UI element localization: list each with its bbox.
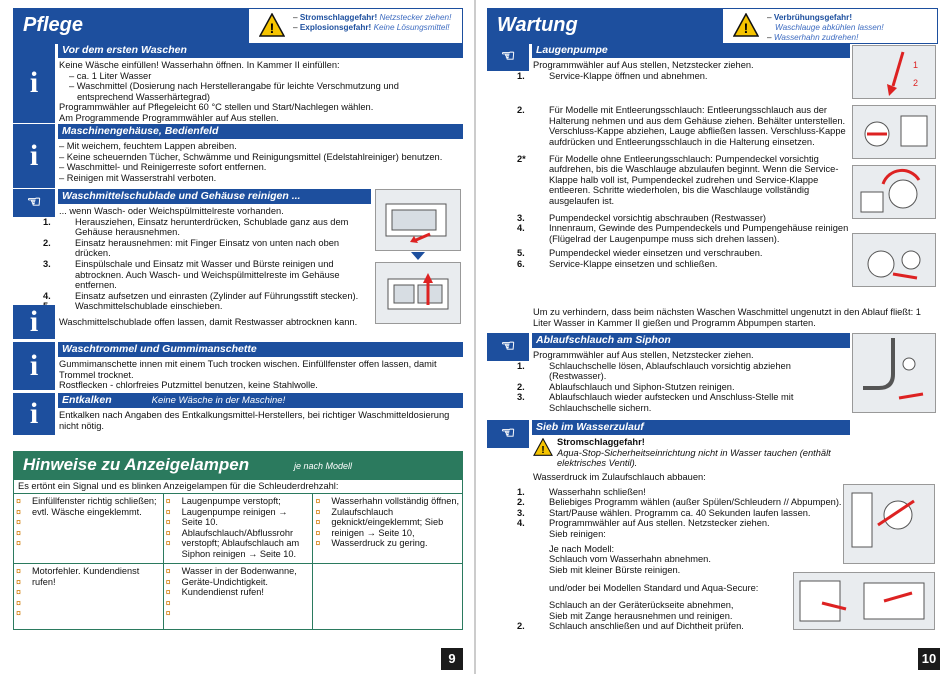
pump-clean-illustration xyxy=(852,233,936,287)
hints-header xyxy=(13,451,463,479)
drain-hose-illustration xyxy=(852,105,936,159)
hints-subtitle: je nach Modell xyxy=(294,461,353,471)
section-title: Laugenpumpe xyxy=(532,43,850,58)
lamp-icons: ¤ ¤ ¤ ¤ ¤ xyxy=(315,496,321,549)
section-title: Vor dem ersten Waschen xyxy=(58,43,463,58)
page-number: 10 xyxy=(918,648,940,670)
section-body: – Mit weichem, feuchtem Lappen abreiben. – Keine scheuernden Tücher, Schwämme und Reinigungsmittel (Edelstahlreiniger) benutzen. – Waschmittel- und Reinigerreste sofort entfernen. – Reinigen mit Wasserstrahl verboten. xyxy=(59,141,443,183)
section-title: Waschtrommel und Gummimanschette xyxy=(58,342,463,357)
section-drain-pump xyxy=(487,43,938,333)
warning-icon xyxy=(533,438,553,456)
section-title: Maschinengehäuse, Bedienfeld xyxy=(58,124,463,139)
hint-cell: ¤ ¤ ¤ ¤ ¤ Wasserhahn vollständig öffnen, Zulaufschlauch geknickt/eingeklemmt; Sieb reinigen → Seite 10, Wasserdruck zu gering. xyxy=(312,494,462,563)
section-title: Sieb im Wasserzulauf xyxy=(532,420,850,435)
lamp-icons: ¤ ¤ ¤ ¤ ¤ xyxy=(165,496,171,549)
info-icon: i xyxy=(13,393,55,435)
tap-sieve-illustration xyxy=(843,484,935,564)
pump-note: Um zu verhindern, dass beim nächsten Waschen Waschmittel ungenutzt in den Ablauf fließt: 1 Liter Wasser in Kammer II gießen und Programm Abpumpen starten. xyxy=(533,307,921,328)
section-first-wash xyxy=(13,43,463,123)
warning-box xyxy=(248,8,463,44)
hand-icon: ☜ xyxy=(487,420,529,448)
hand-icon: ☜ xyxy=(487,333,529,361)
hint-cell xyxy=(312,564,462,629)
pump-cover-illustration xyxy=(852,165,936,219)
hint-cell: ¤ ¤ ¤ ¤ ¤ Laugenpumpe verstopft; Laugenpumpe reinigen → Seite 10. Ablaufschlauch/Abflussrohr verstopft; Ablaufschlauch am Siphon reinigen → Seite 10. xyxy=(163,494,313,563)
info-icon: i xyxy=(13,124,55,188)
section-drawer-note xyxy=(13,305,463,339)
hint-cell: ¤ ¤ ¤ ¤ ¤ Motorfehler. Kundendienst rufen! xyxy=(14,564,163,629)
note-text: Waschmittelschublade offen lassen, damit Restwasser abtrocknen kann. xyxy=(59,317,358,327)
warning-lines: – Verbrühungsgefahr! Waschlauge abkühlen lassen! – Wasserhahn zudrehen! xyxy=(767,13,884,42)
hand-icon: ☜ xyxy=(487,43,529,71)
hint-cell: ¤ ¤ ¤ ¤ ¤ Einfüllfenster richtig schließen; evtl. Wäsche eingeklemmt. xyxy=(14,494,163,563)
page-header xyxy=(13,8,248,44)
warning-icon xyxy=(259,13,285,37)
section-body: Programmwähler auf Aus stellen, Netzstecker ziehen. 1. Service-Klappe öffnen und abnehmen. 2. Für Modelle mit Entleerungsschlauch: Entleerungsschlauch aus der Halterung nehmen und aus dem Gehäuse ziehen. Behälter unterstellen. Verschluss-Kappe abziehen, Lauge abfließen lassen. Verschluss-Kappe aufdrücken und Entleerungsschlauch in die Halterung einsetzen. 2* Für Modelle ohne Entleerungsschlauch: Pumpendeckel vorsichtig aufdrehen, bis die Waschlauge abzulaufen beginnt. Wenn die Service-Klappe halb voll ist, Pumpendeckel zudrehen und Service-Klappe entleeren. Schritte wiederholen, bis die Waschlauge vollständig ausgelaufen ist. 3. Pumpendeckel vorsichtig abschrauben (Restwasser) 4. Innenraum, Gewinde des Pumpendeckels und Pumpengehäuse reinigen (Flügelrad der Laugenpumpe muss sich drehen lassen). 5. Pumpendeckel wieder einsetzen und verschrauben. 6. Service-Klappe einsetzen und schließen. xyxy=(517,60,849,269)
page-title: Wartung xyxy=(497,14,578,36)
hints-table xyxy=(13,479,463,630)
section-siphon xyxy=(487,333,938,417)
section-body: Entkalken nach Angaben des Entkalkungsmittel-Herstellers, bei richtiger Waschmitteldosierung nicht nötig. xyxy=(59,410,450,431)
section-descale xyxy=(13,393,463,435)
warning-icon xyxy=(733,13,759,37)
section-title: Entkalken Keine Wäsche in der Maschine! xyxy=(58,393,463,408)
section-body: Programmwähler auf Aus stellen, Netzstecker ziehen. 1. Schlauchschelle lösen, Ablaufschlauch vorsichtig abziehen (Restwasser). 2. Ablaufschlauch und Siphon-Stutzen reinigen. 3. Ablaufschlauch wieder aufstecken und Anschluss-Stelle mit Schlauchschelle sichern. xyxy=(517,350,794,413)
section-body: Keine Wäsche einfüllen! Wasserhahn öffnen. In Kammer II einfüllen: – ca. 1 Liter Wasser – Waschmittel (Dosierung nach Herstellerangabe für leichte Verschmutzung und entsprechend Wasserhärtegrad) Programmwähler auf Pflegeleicht 60 °C stellen und Start/Nachlegen wählen. Am Programmende Programmwähler auf Aus stellen. xyxy=(59,60,399,123)
rear-sieve-illustration xyxy=(793,572,935,630)
lamp-icons: ¤ ¤ ¤ ¤ ¤ xyxy=(16,566,22,619)
info-icon: i xyxy=(13,342,55,390)
info-icon: i xyxy=(13,43,55,123)
section-body: Wasserdruck im Zulaufschlauch abbauen: 1. Wasserhahn schließen! 2. Beliebiges Programm wählen (außer Spülen/Schleudern // Abpumpen). 3. Start/Pause wählen. Programm ca. 40 Sekunden laufen lassen. 4. Programmwähler auf Aus stellen. Netzstecker ziehen. Sieb reinigen: Je nach Modell: Schlauch vom Wasserhahn abnehmen. Sieb mit kleiner Bürste reinigen. und/oder bei Modellen Standard und Aqua-Secure: Schlauch an der Geräterückseite abnehmen, Sieb mit Zange herausnehmen und reinigen. 2. Schlauch anschließen und auf Dichtheit prüfen. xyxy=(517,472,842,632)
warning-box xyxy=(722,8,938,44)
lamp-icons: ¤ ¤ ¤ ¤ ¤ xyxy=(16,496,22,549)
lamp-icons: ¤ ¤ ¤ ¤ ¤ xyxy=(165,566,171,619)
info-icon: i xyxy=(13,305,55,339)
page-header xyxy=(487,8,722,44)
siphon-illustration xyxy=(852,333,936,413)
warning-lines: – Stromschlaggefahr! Netzstecker ziehen! – Explosionsgefahr! Keine Lösungsmittel! xyxy=(293,13,452,32)
hints-intro: Es ertönt ein Signal und es blinken Anzeigelampen für die Schleuderdrehzahl: xyxy=(18,481,339,491)
sieve-warning: Stromschlaggefahr! Aqua-Stop-Sicherheitseinrichtung nicht in Wasser tauchen (enthält elektrisches Ventil). xyxy=(557,437,831,469)
section-body: ... wenn Wasch- oder Weichspülmittelreste vorhanden. 1. Herausziehen, Einsatz herunterdrücken, Schublade ganz aus dem Gehäuse herausnehmen. 2. Einsatz herausnehmen: mit Finger Einsatz von unten nach oben drücken. 3. Einspülschale und Einsatz mit Wasser und Bürste reinigen und abtrocknen. Auch Wasch- und Weichspülmittelreste im Gehäuse entfernen. 4. Einsatz aufsetzen und einrasten (Zylinder auf Führungsstift stecken). Waschmittelschublade einschieben. xyxy=(43,206,359,312)
section-title: Waschmittelschublade und Gehäuse reinigen ... xyxy=(58,189,371,204)
section-inlet-sieve xyxy=(487,420,938,642)
svg-text:1: 1 xyxy=(913,60,919,70)
section-housing xyxy=(13,124,463,188)
hand-icon: ☜ xyxy=(13,189,55,217)
hint-cell: ¤ ¤ ¤ ¤ ¤ Wasser in der Bodenwanne, Geräte-Undichtigkeit. Kundendienst rufen! xyxy=(163,564,313,629)
page-title: Pflege xyxy=(23,14,84,36)
svg-text:!: ! xyxy=(541,444,545,456)
section-body: Gummimanschette innen mit einem Tuch trocken wischen. Einfüllfenster offen lassen, damit Trommel trocknet. Rostflecken - chlorfreies Putzmittel benutzen, keine Stahlwolle. xyxy=(59,359,437,391)
hints-row xyxy=(14,493,462,563)
svg-text:!: ! xyxy=(743,20,749,36)
section-drum xyxy=(13,342,463,390)
service-flap-illustration xyxy=(852,45,936,99)
section-title: Ablaufschlauch am Siphon xyxy=(532,333,850,348)
right-page xyxy=(475,0,950,674)
svg-text:2: 2 xyxy=(913,78,919,88)
svg-text:!: ! xyxy=(269,20,275,36)
down-arrow-icon xyxy=(411,252,425,260)
page-number: 9 xyxy=(441,648,463,670)
hints-row xyxy=(14,563,462,629)
drawer-illustration xyxy=(375,189,461,251)
hints-title: Hinweise zu Anzeigelampen xyxy=(23,455,250,474)
